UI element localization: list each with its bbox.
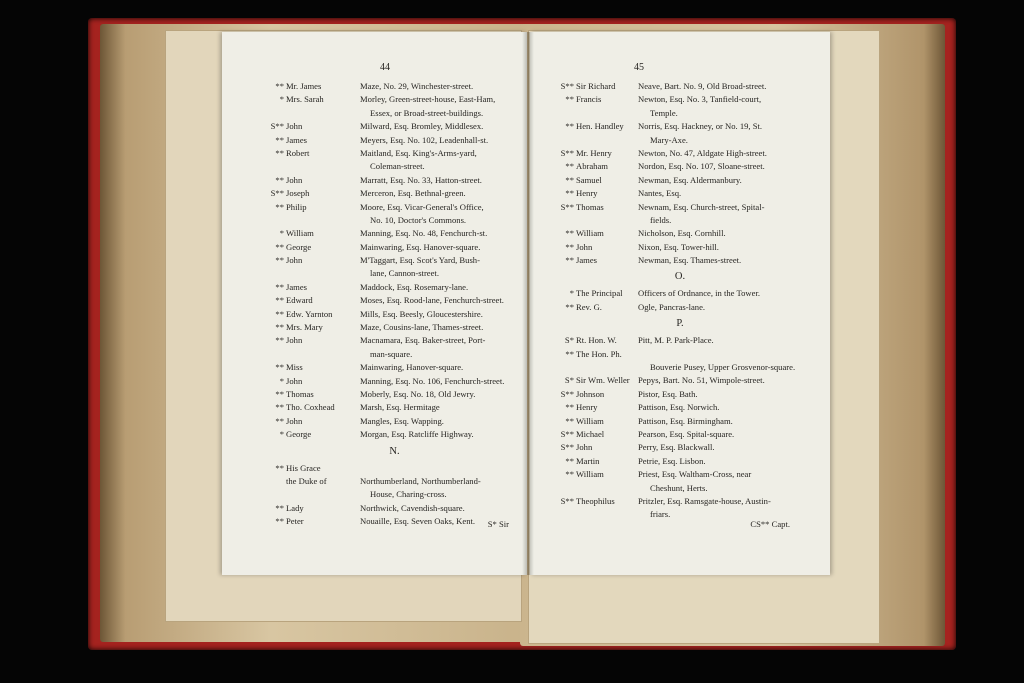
entry-name: Samuel (576, 174, 602, 185)
entry-name: John (576, 241, 593, 252)
entry-mark: S** (560, 201, 574, 212)
list-item (530, 174, 830, 187)
entry-mark: ** (565, 415, 574, 426)
entry-name: John (286, 174, 303, 185)
entry-name: Miss (286, 362, 303, 373)
entry-name: Philip (286, 201, 307, 212)
list-item (222, 388, 527, 401)
entry-text: Northumberland, Northumberland- (360, 475, 481, 486)
entry-text: Pattison, Esq. Birmingham. (638, 415, 733, 426)
list-item (530, 334, 830, 347)
right-page (530, 32, 830, 575)
entry-text: Manning, Esq. No. 106, Fenchurch-street. (360, 375, 505, 386)
entry-mark: S** (560, 81, 574, 91)
catchword: S* Sir (487, 519, 509, 529)
entry-text: Pitt, M. P. Park-Place. (638, 335, 714, 346)
list-item (530, 134, 830, 147)
entry-name: James (286, 134, 308, 145)
entry-text: Newton, Esq. No. 3, Tanfield-court, (638, 94, 762, 105)
list-item (530, 374, 830, 387)
section-letter: N. (389, 445, 400, 457)
entry-name: George (286, 241, 312, 252)
entry-mark: S** (270, 121, 284, 132)
list-item (530, 348, 830, 361)
entry-list (222, 80, 527, 529)
entry-text: Ogle, Pancras-lane. (638, 301, 706, 312)
entry-text: Marsh, Esq. Hermitage (360, 402, 440, 413)
entry-name: Peter (286, 516, 304, 527)
list-item (222, 281, 527, 294)
entry-text: Maitland, Esq. King's-Arms-yard, (360, 147, 477, 158)
list-item (530, 187, 830, 200)
entry-name: Thomas (286, 388, 314, 399)
catchword: CS** Capt. (750, 519, 790, 529)
entry-name: John (576, 442, 593, 453)
entry-mark: ** (565, 402, 574, 413)
list-item (222, 308, 527, 321)
entry-name: William (286, 228, 314, 239)
entry-mark: ** (275, 462, 284, 473)
entry-text: Mary-Axe. (650, 134, 688, 145)
entry-mark: ** (275, 174, 284, 185)
entry-name: Robert (286, 147, 310, 158)
list-item (530, 455, 830, 468)
entry-name: Hen. Handley (576, 121, 624, 132)
entry-text: Moberly, Esq. No. 18, Old Jewry. (360, 388, 476, 399)
list-item (530, 301, 830, 314)
list-item (530, 482, 830, 495)
entry-mark: ** (275, 402, 284, 413)
entry-name: Michael (576, 428, 605, 439)
entry-mark: ** (565, 255, 574, 266)
entry-text: man-square. (370, 348, 413, 359)
list-item (222, 334, 527, 347)
entry-text: Officers of Ordnance, in the Tower. (638, 288, 760, 299)
entry-text: Nantes, Esq. (638, 188, 682, 199)
entry-text: Newman, Esq. Aldermanbury. (638, 174, 742, 185)
list-item (530, 388, 830, 401)
page-number: 45 (634, 62, 644, 73)
entry-text: Pritzler, Esq. Ramsgate-house, Austin- (638, 495, 771, 506)
entry-name: The Principal (576, 288, 623, 299)
entry-text: Neave, Bart. No. 9, Old Broad-street. (638, 81, 767, 91)
list-item (530, 201, 830, 214)
list-item (530, 401, 830, 414)
entry-mark: S** (560, 388, 574, 399)
entry-text: Pepys, Bart. No. 51, Wimpole-street. (638, 375, 765, 386)
entry-name: Sir Richard (576, 81, 616, 91)
list-item (222, 401, 527, 414)
list-item (530, 107, 830, 120)
entry-list (530, 80, 830, 522)
entry-mark: ** (565, 188, 574, 199)
entry-text: Nouaille, Esq. Seven Oaks, Kent. (360, 516, 476, 527)
entry-mark: ** (275, 502, 284, 513)
list-item (530, 441, 830, 454)
entry-name: Sir Wm. Weller (576, 375, 630, 386)
entry-name: William (576, 228, 604, 239)
entry-mark: S** (560, 442, 574, 453)
entry-mark: S** (560, 495, 574, 506)
list-item (222, 241, 527, 254)
entry-name: Abraham (576, 161, 608, 172)
list-item (222, 375, 527, 388)
entry-name: Francis (576, 94, 602, 105)
entry-mark: ** (565, 455, 574, 466)
entry-mark: ** (275, 516, 284, 527)
entry-text: Pistor, Esq. Bath. (638, 388, 698, 399)
page-number: 44 (380, 62, 390, 73)
entry-mark: ** (275, 295, 284, 306)
entry-name: Edw. Yarnton (286, 308, 333, 319)
entry-mark: ** (565, 161, 574, 172)
entry-text: House, Charing-cross. (370, 489, 447, 500)
list-item (530, 80, 830, 93)
list-item (222, 187, 527, 200)
entry-mark: ** (275, 81, 284, 91)
list-item (222, 428, 527, 441)
list-item (530, 287, 830, 300)
entry-text: Nicholson, Esq. Cornhill. (638, 228, 726, 239)
list-item (222, 267, 527, 280)
list-item (530, 214, 830, 227)
list-item (530, 160, 830, 173)
entry-text: Mangles, Esq. Wapping. (360, 415, 444, 426)
entry-name: James (576, 255, 598, 266)
entry-name: Henry (576, 402, 598, 413)
entry-mark: * (279, 429, 284, 440)
entry-name: John (286, 255, 303, 266)
entry-text: Coleman-street. (370, 161, 425, 172)
entry-name: Rev. G. (576, 301, 602, 312)
entry-mark: * (279, 375, 284, 386)
entry-mark: * (279, 228, 284, 239)
book-gutter (522, 32, 534, 575)
list-item (530, 468, 830, 481)
entry-mark: ** (275, 362, 284, 373)
entry-mark: ** (565, 469, 574, 480)
entry-text: Temple. (650, 107, 678, 118)
entry-mark: S* (564, 335, 574, 346)
list-item (530, 428, 830, 441)
entry-text: Essex, or Broad-street-buildings. (370, 107, 484, 118)
entry-text: Newton, No. 47, Aldgate High-street. (638, 147, 767, 158)
entry-text: Cheshunt, Herts. (650, 482, 708, 493)
entry-mark: S** (560, 428, 574, 439)
entry-mark: ** (565, 241, 574, 252)
list-item (530, 120, 830, 133)
entry-mark: ** (275, 308, 284, 319)
list-item (530, 93, 830, 106)
entry-text: lane, Cannon-street. (370, 268, 439, 279)
entry-text: Milward, Esq. Bromley, Middlesex. (360, 121, 484, 132)
entry-mark: * (569, 288, 574, 299)
entry-text: Mainwaring, Hanover-square. (360, 362, 464, 373)
entry-text: fields. (650, 214, 672, 225)
entry-text: Perry, Esq. Blackwall. (638, 442, 715, 453)
list-item (222, 80, 527, 93)
entry-text: Morgan, Esq. Ratcliffe Highway. (360, 429, 474, 440)
list-item (530, 227, 830, 240)
entry-name: Theophilus (576, 495, 615, 506)
entry-text: Bouverie Pusey, Upper Grosvenor-square. (650, 362, 796, 373)
entry-text: Maze, Cousins-lane, Thames-street. (360, 322, 484, 333)
entry-mark: ** (275, 147, 284, 158)
list-item (222, 415, 527, 428)
entry-mark: ** (275, 241, 284, 252)
entry-text: Norris, Esq. Hackney, or No. 19, St. (638, 121, 763, 132)
list-item (222, 502, 527, 515)
entry-mark: ** (565, 121, 574, 132)
entry-name: Mr. James (286, 81, 322, 91)
entry-text: Moore, Esq. Vicar-General's Office, (360, 201, 484, 212)
entry-mark: ** (565, 348, 574, 359)
section-letter: P. (676, 318, 684, 330)
entry-text: Moses, Esq. Rood-lane, Fenchurch-street. (360, 295, 504, 306)
entry-text: friars. (650, 509, 671, 520)
list-item (530, 254, 830, 267)
entry-mark: ** (275, 322, 284, 333)
entry-text: Nixon, Esq. Tower-hill. (638, 241, 719, 252)
list-item (530, 495, 830, 508)
entry-text: Petrie, Esq. Lisbon. (638, 455, 706, 466)
entry-mark: ** (275, 388, 284, 399)
entry-text: Northwick, Cavendish-square. (360, 502, 465, 513)
list-item (530, 415, 830, 428)
list-item (222, 488, 527, 501)
entry-mark: ** (275, 255, 284, 266)
entry-name: the Duke of (286, 475, 327, 486)
entry-text: Macnamara, Esq. Baker-street, Port- (360, 335, 486, 346)
entry-mark: S** (270, 188, 284, 199)
entry-text: Mills, Esq. Beesly, Gloucestershire. (360, 308, 483, 319)
entry-name: John (286, 121, 303, 132)
entry-mark: ** (275, 335, 284, 346)
entry-text: Maddock, Esq. Rosemary-lane. (360, 281, 469, 292)
left-page (222, 32, 527, 575)
list-item (222, 227, 527, 240)
list-item (222, 120, 527, 133)
list-item (222, 462, 527, 475)
list-item (222, 93, 527, 106)
list-item (222, 201, 527, 214)
entry-mark: ** (565, 301, 574, 312)
list-item (222, 475, 527, 488)
entry-name: James (286, 281, 308, 292)
list-item (222, 254, 527, 267)
entry-name: Tho. Coxhead (286, 402, 335, 413)
entry-name: Henry (576, 188, 598, 199)
list-item (222, 174, 527, 187)
entry-name: John (286, 335, 303, 346)
entry-name: Joseph (286, 188, 310, 199)
list-item (530, 361, 830, 374)
entry-name: George (286, 429, 312, 440)
entry-text: Meyers, Esq. No. 102, Leadenhall-st. (360, 134, 489, 145)
list-item (222, 321, 527, 334)
list-item (530, 147, 830, 160)
entry-mark: ** (275, 134, 284, 145)
entry-mark: ** (275, 415, 284, 426)
entry-name: William (576, 469, 604, 480)
entry-name: John (286, 415, 303, 426)
list-item (222, 214, 527, 227)
entry-name: John (286, 375, 303, 386)
entry-name: Rt. Hon. W. (576, 335, 617, 346)
entry-name: Thomas (576, 201, 604, 212)
list-item (530, 241, 830, 254)
entry-mark: ** (565, 174, 574, 185)
entry-name: Johnson (576, 388, 605, 399)
entry-name: Lady (286, 502, 304, 513)
entry-mark: S** (560, 147, 574, 158)
entry-text: Morley, Green-street-house, East-Ham, (360, 94, 496, 105)
entry-name: Martin (576, 455, 600, 466)
entry-text: Newman, Esq. Thames-street. (638, 255, 742, 266)
list-item (222, 515, 527, 528)
entry-name: Edward (286, 295, 313, 306)
entry-name: Mr. Henry (576, 147, 612, 158)
entry-text: M'Taggart, Esq. Scot's Yard, Bush- (360, 255, 480, 266)
entry-text: Marratt, Esq. No. 33, Hatton-street. (360, 174, 482, 185)
list-item (222, 294, 527, 307)
list-item (222, 134, 527, 147)
entry-text: Maze, No. 29, Winchester-street. (360, 81, 474, 91)
list-item (222, 160, 527, 173)
list-item (222, 147, 527, 160)
entry-text: Manning, Esq. No. 48, Fenchurch-st. (360, 228, 488, 239)
entry-mark: S* (564, 375, 574, 386)
entry-name: William (576, 415, 604, 426)
entry-name: Mrs. Sarah (286, 94, 324, 105)
entry-text: Priest, Esq. Waltham-Cross, near (638, 469, 752, 480)
entry-text: Pattison, Esq. Norwich. (638, 402, 720, 413)
entry-mark: * (279, 94, 284, 105)
entry-text: No. 10, Doctor's Commons. (370, 214, 467, 225)
entry-name: His Grace (286, 462, 321, 473)
entry-text: Nordon, Esq. No. 107, Sloane-street. (638, 161, 765, 172)
entry-name: Mrs. Mary (286, 322, 323, 333)
list-item (222, 361, 527, 374)
entry-mark: ** (275, 201, 284, 212)
list-item (222, 107, 527, 120)
entry-text: Pearson, Esq. Spital-square. (638, 428, 735, 439)
entry-name: The Hon. Ph. (576, 348, 622, 359)
entry-mark: ** (275, 281, 284, 292)
entry-text: Merceron, Esq. Bethnal-green. (360, 188, 466, 199)
entry-mark: ** (565, 228, 574, 239)
entry-text: Newnam, Esq. Church-street, Spital- (638, 201, 765, 212)
section-letter: O. (674, 271, 686, 283)
list-item (222, 348, 527, 361)
entry-text: Mainwaring, Esq. Hanover-square. (360, 241, 481, 252)
entry-mark: ** (565, 94, 574, 105)
